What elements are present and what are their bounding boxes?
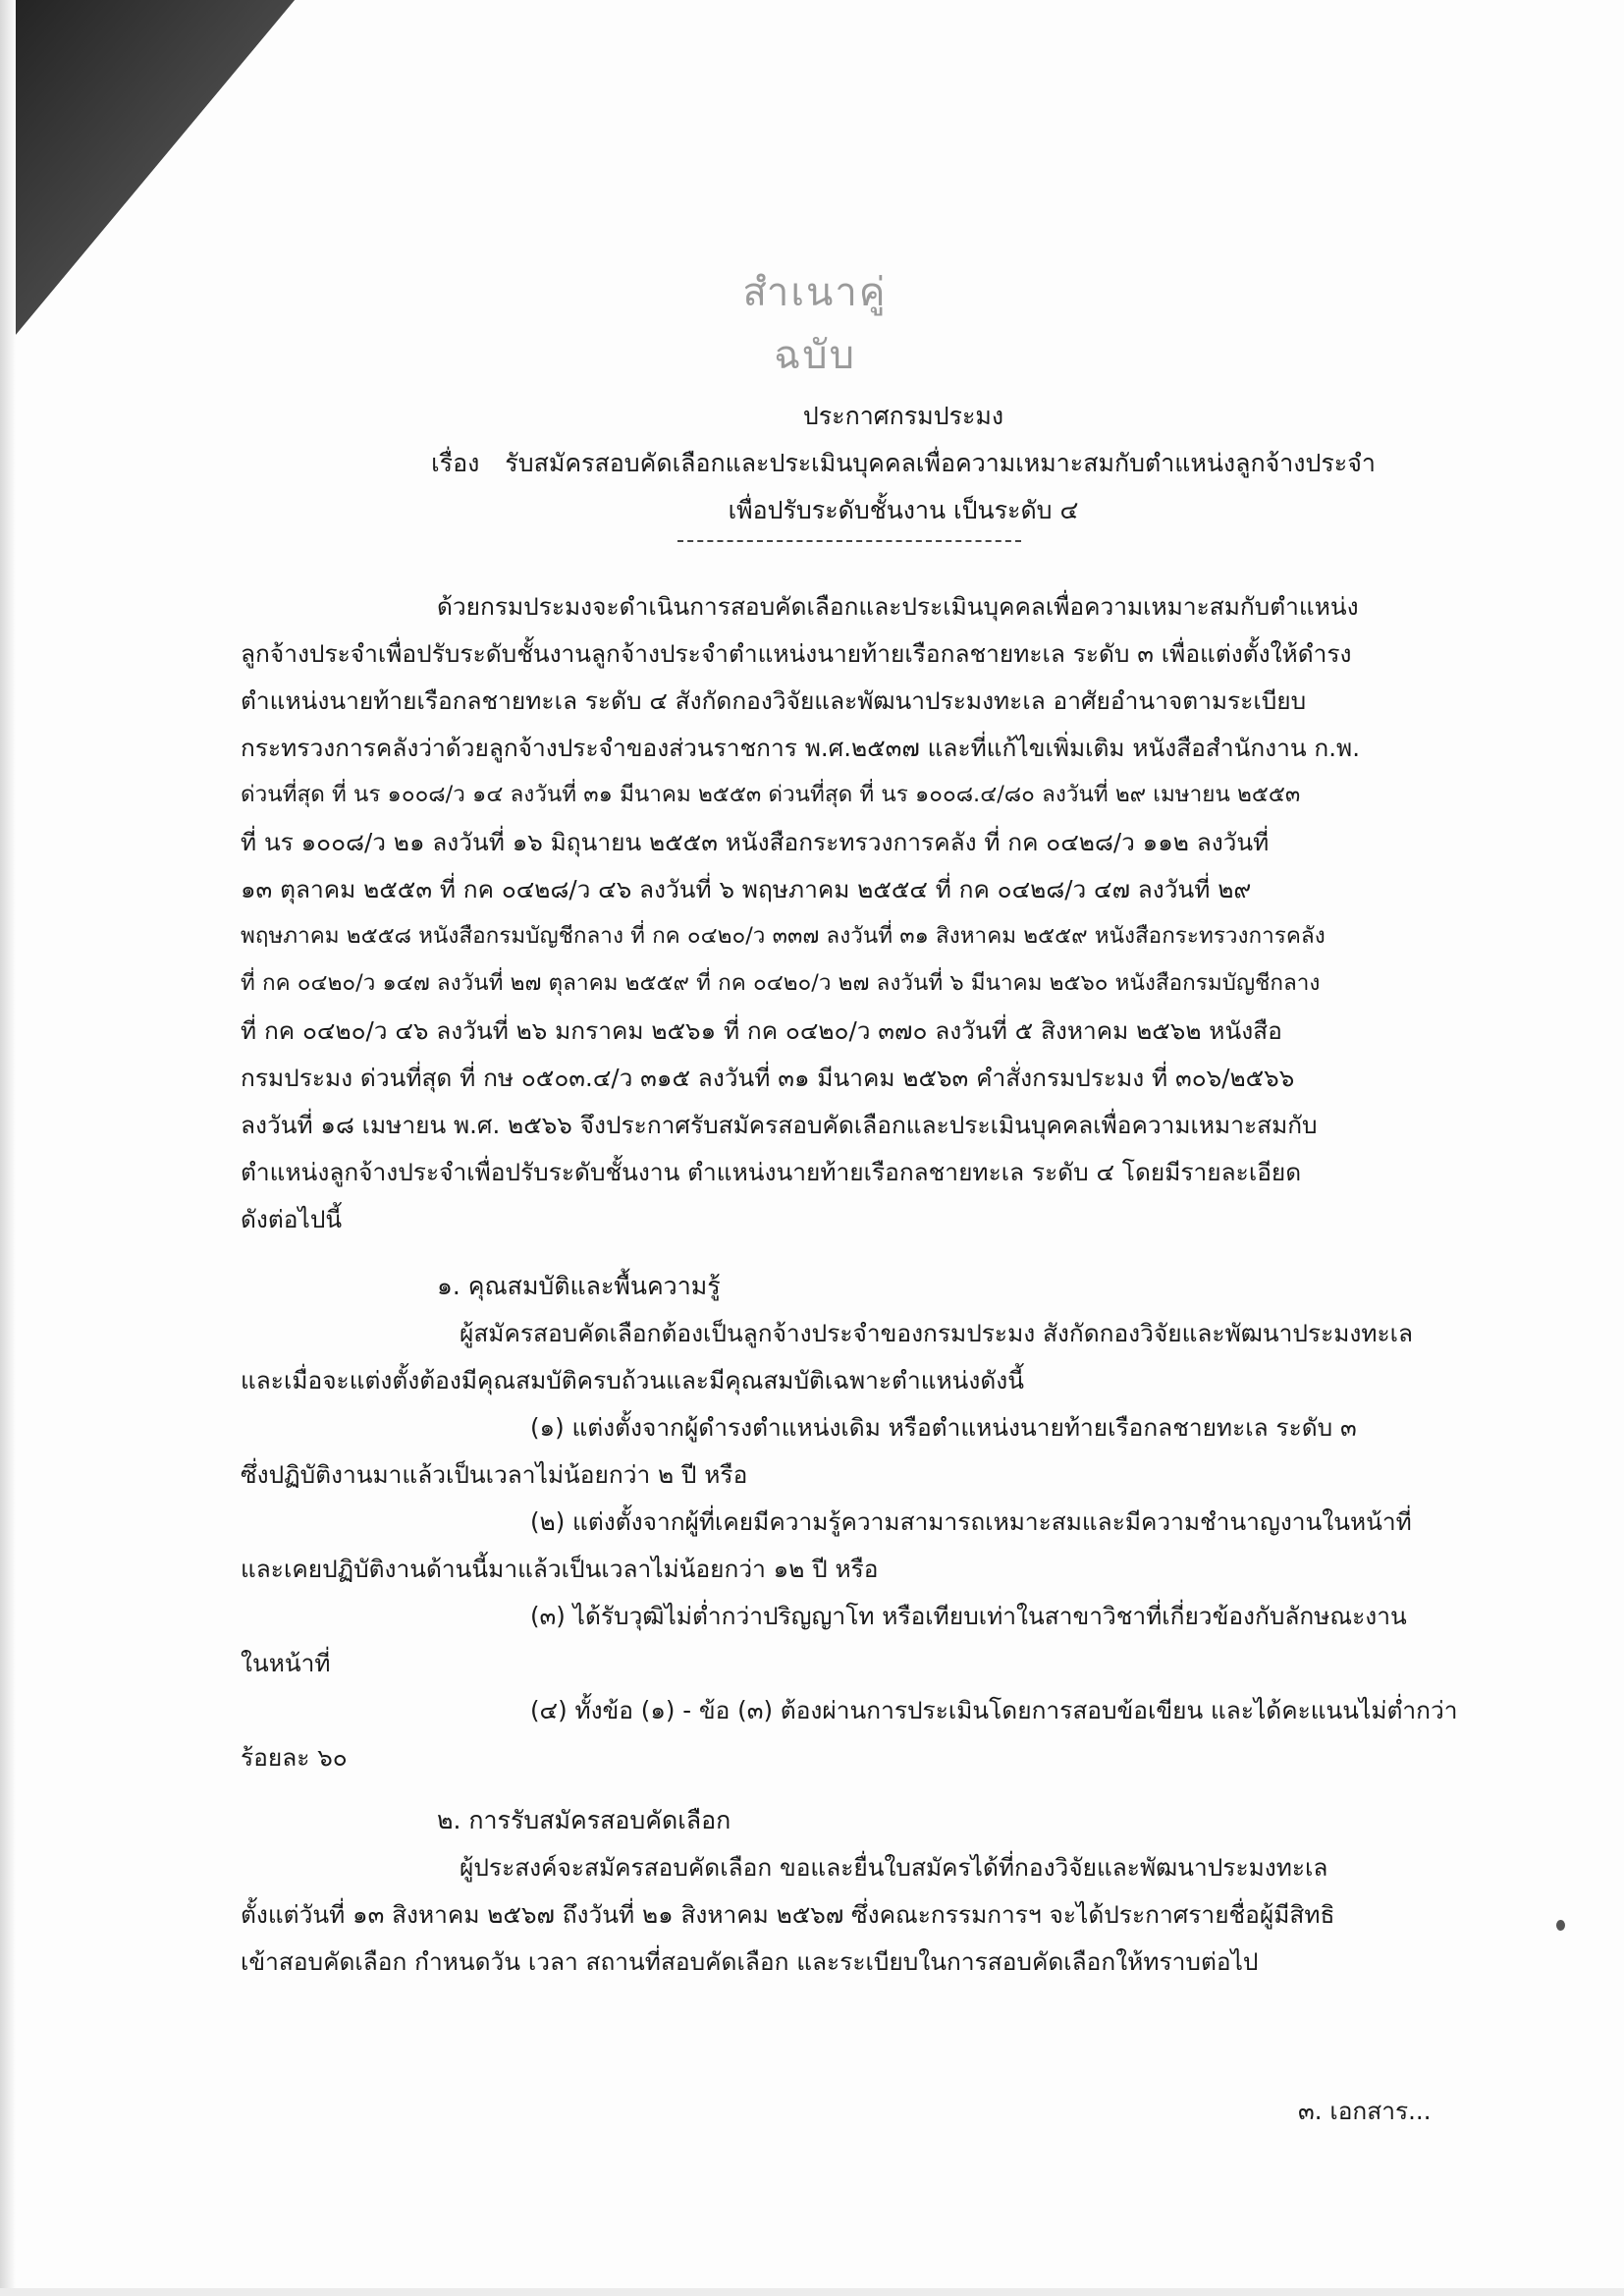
body-line: กระทรวงการคลังว่าด้วยลูกจ้างประจำของส่วนราชการ พ.ศ.๒๕๓๗ และที่แก้ไขเพิ่มเติม หนังสือสำนักงาน ก.พ.: [241, 734, 1360, 762]
section1-heading: ๑. คุณสมบัติและพื้นความรู้: [437, 1272, 721, 1300]
body-line: ที่ กค ๐๔๒๐/ว ๑๔๗ ลงวันที่ ๒๗ ตุลาคม ๒๕๕๙ ที่ กค ๐๔๒๐/ว ๒๗ ลงวันที่ ๖ มีนาคม ๒๕๖๐ หนังสือกรมบัญชีกลาง: [241, 970, 1321, 996]
announcement-subject: [353, 440, 1453, 487]
subject-text: รับสมัครสอบคัดเลือกและประเมินบุคคลเพื่อความเหมาะสมกับตำแหน่งลูกจ้างประจำ: [505, 449, 1376, 477]
section2-line: ตั้งแต่วันที่ ๑๓ สิงหาคม ๒๕๖๗ ถึงวันที่ ๒๑ สิงหาคม ๒๕๖๗ ซึ่งคณะกรรมการฯ จะได้ประกาศรายชื่อผู้มีสิทธิ: [241, 1900, 1335, 1929]
body-line: ๑๓ ตุลาคม ๒๕๕๓ ที่ กค ๐๔๒๘/ว ๔๖ ลงวันที่ ๖ พฤษภาคม ๒๕๕๔ ที่ กค ๐๔๒๘/ว ๔๗ ลงวันที่ ๒๙: [241, 875, 1252, 903]
qualification-item: (๒) แต่งตั้งจากผู้ที่เคยมีความรู้ความสามารถเหมาะสมและมีความชำนาญงานในหน้าที่: [530, 1507, 1412, 1536]
body-line: ที่ กค ๐๔๒๐/ว ๔๖ ลงวันที่ ๒๖ มกราคม ๒๕๖๑ ที่ กค ๐๔๒๐/ว ๓๗๐ ลงวันที่ ๕ สิงหาคม ๒๕๖๒ หนังสือ: [241, 1016, 1282, 1045]
title-divider: [677, 540, 1021, 542]
copy-stamp: สำเนาคู่ฉบับ: [742, 270, 888, 378]
body-line: ด่วนที่สุด ที่ นร ๑๐๐๘/ว ๑๔ ลงวันที่ ๓๑ มีนาคม ๒๕๕๓ ด่วนที่สุด ที่ นร ๑๐๐๘.๔/๘๐ ลงวันที่ ๒๙ เมษายน ๒๕๕๓: [241, 782, 1301, 807]
qualification-item-cont: ซึ่งปฏิบัติงานมาแล้วเป็นเวลาไม่น้อยกว่า ๒ ปี หรือ: [241, 1460, 748, 1489]
body-line: ลงวันที่ ๑๘ เมษายน พ.ศ. ๒๕๖๖ จึงประกาศรับสมัครสอบคัดเลือกและประเมินบุคคลเพื่อความเหมาะสมกับ: [241, 1111, 1318, 1139]
qualification-item-cont: และเคยปฏิบัติงานด้านนี้มาแล้วเป็นเวลาไม่น้อยกว่า ๑๒ ปี หรือ: [241, 1555, 879, 1583]
section2-line: เข้าสอบคัดเลือก กำหนดวัน เวลา สถานที่สอบคัดเลือก และระเบียบในการสอบคัดเลือกให้ทราบต่อไป: [241, 1947, 1259, 1976]
continuation-note: ๓. เอกสาร...: [1298, 2097, 1432, 2125]
section1-intro: ผู้สมัครสอบคัดเลือกต้องเป็นลูกจ้างประจำของกรมประมง สังกัดกองวิจัยและพัฒนาประมงทะเล: [460, 1319, 1414, 1347]
qualification-item-cont: ในหน้าที่: [241, 1649, 331, 1677]
body-line: ตำแหน่งลูกจ้างประจำเพื่อปรับระดับชั้นงาน ตำแหน่งนายท้ายเรือกลชายทะเล ระดับ ๔ โดยมีรายละเอียด: [241, 1158, 1302, 1186]
scan-speck: [1556, 1920, 1565, 1931]
qualification-item: (๔) ทั้งข้อ (๑) - ข้อ (๓) ต้องผ่านการประเมินโดยการสอบข้อเขียน และได้คะแนนไม่ต่ำกว่า: [530, 1696, 1458, 1724]
body-line: พฤษภาคม ๒๕๕๘ หนังสือกรมบัญชีกลาง ที่ กค ๐๔๒๐/ว ๓๓๗ ลงวันที่ ๓๑ สิงหาคม ๒๕๕๙ หนังสือกระทรวงการคลัง: [241, 923, 1326, 949]
announcement-subject-line2: เพื่อปรับระดับชั้นงาน เป็นระดับ ๔: [728, 496, 1079, 524]
body-line: ดังต่อไปนี้: [241, 1205, 343, 1233]
folded-corner: [0, 0, 295, 354]
body-line: กรมประมง ด่วนที่สุด ที่ กษ ๐๕๐๓.๔/ว ๓๑๕ ลงวันที่ ๓๑ มีนาคม ๒๕๖๓ คำสั่งกรมประมง ที่ ๓๐๖/๒๕๖๖: [241, 1064, 1295, 1092]
body-line: ตำแหน่งนายท้ายเรือกลชายทะเล ระดับ ๔ สังกัดกองวิจัยและพัฒนาประมงทะเล อาศัยอำนาจตามระเบียบ: [241, 686, 1307, 715]
qualification-item: (๓) ได้รับวุฒิไม่ต่ำกว่าปริญญาโท หรือเทียบเท่าในสาขาวิชาที่เกี่ยวข้องกับลักษณะงาน: [530, 1602, 1407, 1630]
body-line: ด้วยกรมประมงจะดำเนินการสอบคัดเลือกและประเมินบุคคลเพื่อความเหมาะสมกับตำแหน่ง: [437, 592, 1359, 621]
scan-edge-shadow: [0, 0, 16, 2296]
body-line: ลูกจ้างประจำเพื่อปรับระดับชั้นงานลูกจ้างประจำตำแหน่งนายท้ายเรือกลชายทะเล ระดับ ๓ เพื่อแต่งตั้งให้ดำรง: [241, 639, 1352, 668]
qualification-item-cont: ร้อยละ ๖๐: [241, 1743, 348, 1772]
announcement-title: ประกาศกรมประมง: [802, 402, 1004, 430]
section1-intro: และเมื่อจะแต่งตั้งต้องมีคุณสมบัติครบถ้วนและมีคุณสมบัติเฉพาะตำแหน่งดังนี้: [241, 1366, 1024, 1394]
scan-bottom-edge: [0, 2288, 1624, 2296]
subject-label: เรื่อง: [431, 449, 480, 477]
body-line: ที่ นร ๑๐๐๘/ว ๒๑ ลงวันที่ ๑๖ มิถุนายน ๒๕๕๓ หนังสือกระทรวงการคลัง ที่ กค ๐๔๒๘/ว ๑๑๒ ลงวันที่: [241, 828, 1270, 856]
qualification-item: (๑) แต่งตั้งจากผู้ดำรงตำแหน่งเดิม หรือตำแหน่งนายท้ายเรือกลชายทะเล ระดับ ๓: [530, 1413, 1357, 1442]
section2-heading: ๒. การรับสมัครสอบคัดเลือก: [437, 1806, 731, 1834]
section2-line: ผู้ประสงค์จะสมัครสอบคัดเลือก ขอและยื่นใบสมัครได้ที่กองวิจัยและพัฒนาประมงทะเล: [460, 1853, 1328, 1882]
